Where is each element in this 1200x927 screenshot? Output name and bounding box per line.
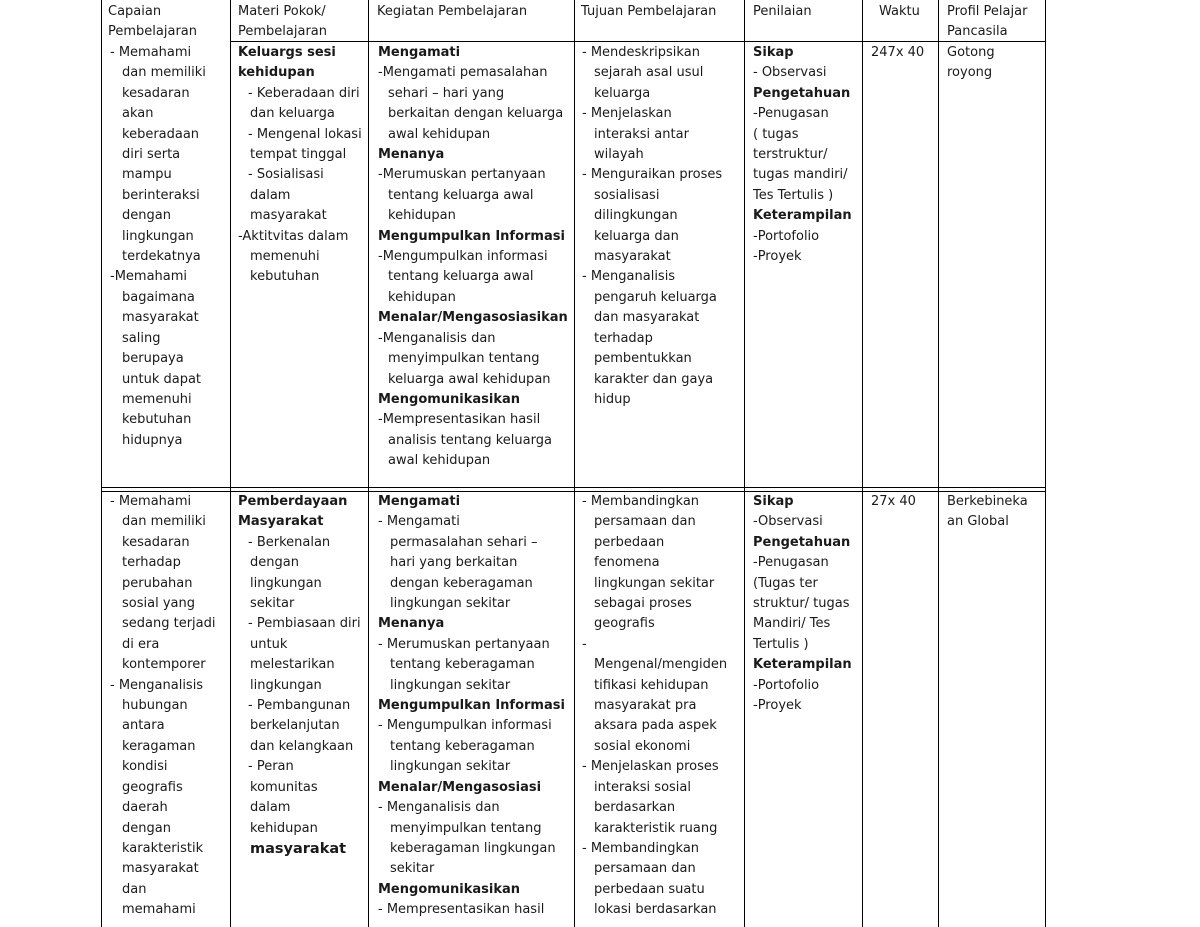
cell-line: Menanya <box>378 147 445 163</box>
cell-line: Pemberdayaan <box>238 494 348 509</box>
header-divider <box>230 41 1046 42</box>
cell-line: dan keluarga <box>250 106 335 122</box>
cell-line: - Menganalisis <box>582 269 676 285</box>
cell-line: tentang keluarga awal <box>388 269 534 285</box>
cell-line: - Observasi <box>753 65 827 81</box>
cell-line: sebagai proses <box>594 596 692 612</box>
cell-line: - Menguraikan proses <box>582 167 723 183</box>
cell-line: perbedaan suatu <box>594 881 705 897</box>
cell-line: menyimpulkan tentang <box>390 820 542 836</box>
cell-line: Mengumpulkan Informasi <box>378 228 565 244</box>
cell-line: terhadap <box>594 330 653 346</box>
cell-line: lingkungan <box>122 228 194 244</box>
cell-line: untuk dapat <box>122 371 202 387</box>
cell-line: -Mengumpulkan informasi <box>378 249 548 265</box>
cell-line: memahami <box>122 902 196 918</box>
cell-line: Pengetahuan <box>753 534 851 550</box>
cell-line: tempat tinggal <box>250 147 347 163</box>
cell-line: Mandiri/ Tes <box>753 616 831 632</box>
cell-line: sejarah asal usul <box>594 65 704 81</box>
column-divider <box>230 0 231 927</box>
cell-line: berdasarkan <box>594 800 676 816</box>
cell-line: lingkungan sekitar <box>594 575 715 591</box>
cell-line: Mengamati <box>378 494 461 509</box>
cell-line: masyarakat <box>594 249 671 265</box>
cell-line: kebutuhan <box>250 269 320 285</box>
cell-line: karakteristik ruang <box>594 820 718 836</box>
cell-line: - Membandingkan <box>582 840 700 856</box>
cell-line: dengan keberagaman <box>390 575 533 591</box>
cell-line: dan memiliki <box>122 65 206 81</box>
header-profil <box>947 2 1027 43</box>
cell-line: permasalahan sehari – <box>390 534 538 550</box>
cell-line: keragaman <box>122 738 196 754</box>
cell-line: dilingkungan <box>594 208 678 224</box>
cell-line: struktur/ tugas <box>753 596 850 612</box>
cell-line: hubungan <box>122 698 188 714</box>
cell-line: persamaan dan <box>594 861 696 877</box>
cell-line: Masyarakat <box>238 514 324 530</box>
cell-line: Pembelajaran <box>108 24 197 40</box>
cell-line: kehidupan <box>250 820 318 836</box>
cell-line: 27x 40 <box>871 494 916 509</box>
cell-line: Keterampilan <box>753 657 852 673</box>
row-divider <box>101 487 1046 488</box>
row2-waktu <box>871 492 916 512</box>
cell-line: - Mengamati <box>378 514 460 530</box>
cell-line: - Peran <box>248 759 294 775</box>
cell-line: -Penugasan <box>753 555 829 571</box>
cell-line: antara <box>122 718 165 734</box>
cell-line: Menalar/Mengasosiasikan <box>378 310 568 326</box>
cell-line: - Memahami <box>110 45 192 60</box>
header-tujuan <box>581 2 716 22</box>
cell-line: tifikasi kehidupan <box>594 677 709 693</box>
cell-line: Profil Pelajar <box>947 4 1028 19</box>
cell-line: sedang terjadi <box>122 616 216 632</box>
cell-line: mampu <box>122 167 172 183</box>
cell-line: fenomena <box>594 555 660 571</box>
cell-line: analisis tentang keluarga <box>388 432 552 448</box>
cell-line: - Menganalisis dan <box>378 800 500 816</box>
cell-line: Sikap <box>753 494 794 509</box>
cell-line: karakteristik <box>122 840 204 856</box>
cell-line: terhadap <box>122 555 181 571</box>
column-divider <box>574 0 575 927</box>
cell-line: lingkungan sekitar <box>390 677 511 693</box>
row1-capaian <box>110 43 206 451</box>
cell-line: Berkebineka <box>947 494 1028 509</box>
column-divider <box>938 0 939 927</box>
header-waktu <box>879 2 920 22</box>
cell-line: dan memiliki <box>122 514 206 530</box>
cell-line: Pengetahuan <box>753 85 851 101</box>
cell-line: lingkungan <box>250 677 322 693</box>
cell-line: berkelanjutan <box>250 718 340 734</box>
cell-line: -Mempresentasikan hasil <box>378 412 541 428</box>
row2-kegiatan <box>378 492 565 921</box>
cell-line: keluarga <box>594 85 651 101</box>
cell-line: persamaan dan <box>594 514 696 530</box>
cell-line: dan masyarakat <box>594 310 700 326</box>
cell-line: awal kehidupan <box>388 126 491 142</box>
cell-line: Mengumpulkan Informasi <box>378 698 565 714</box>
cell-line: tugas mandiri/ <box>753 167 848 183</box>
cell-line: keberadaan <box>122 126 200 142</box>
cell-line: perbedaan <box>594 534 665 550</box>
cell-line: dengan <box>122 208 171 224</box>
cell-line: interaksi antar <box>594 126 689 142</box>
cell-line: Mengomunikasikan <box>378 391 521 407</box>
column-divider <box>862 0 863 927</box>
row1-tujuan <box>582 43 722 410</box>
cell-line: Kegiatan Pembelajaran <box>377 4 528 19</box>
cell-line: terstruktur/ <box>753 147 828 163</box>
cell-line: - Sosialisasi <box>248 167 324 183</box>
cell-line: Waktu <box>879 4 920 19</box>
cell-line: ( tugas <box>753 126 799 142</box>
cell-line: Gotong <box>947 45 995 60</box>
cell-line: tentang keluarga awal <box>388 187 534 203</box>
cell-line: lokasi berdasarkan <box>594 902 717 918</box>
cell-line: keluarga awal kehidupan <box>388 371 551 387</box>
cell-line: sekitar <box>390 861 435 877</box>
cell-line: masyarakat <box>122 310 199 326</box>
cell-line: -Merumuskan pertanyaan <box>378 167 546 183</box>
cell-line: Mengomunikasikan <box>378 881 521 897</box>
cell-line: keluarga dan <box>594 228 679 244</box>
cell-line: hidupnya <box>122 432 183 448</box>
cell-line: awal kehidupan <box>388 453 491 469</box>
cell-line: dan <box>122 881 147 897</box>
cell-line: an Global <box>947 514 1009 530</box>
cell-line: masyarakat pra <box>594 698 697 714</box>
cell-line: kontemporer <box>122 657 206 673</box>
cell-line: berinteraksi <box>122 187 200 203</box>
cell-line: dengan <box>250 555 299 571</box>
cell-line: -Observasi <box>753 514 823 530</box>
row1-kegiatan <box>378 43 568 472</box>
cell-line: tentang keberagaman <box>390 738 535 754</box>
cell-line: Penilaian <box>753 4 812 19</box>
cell-line: aksara pada aspek <box>594 718 717 734</box>
cell-line: - Menjelaskan <box>582 106 672 122</box>
cell-line: perubahan <box>122 575 193 591</box>
cell-line: dengan <box>122 820 171 836</box>
cell-line: - Menjelaskan proses <box>582 759 719 775</box>
header-materi <box>238 2 327 43</box>
header-penilaian <box>753 2 812 22</box>
cell-line: interaksi sosial <box>594 779 691 795</box>
cell-line: Tertulis ) <box>753 636 809 652</box>
cell-line: royong <box>947 65 993 81</box>
cell-line: -Portofolio <box>753 677 820 693</box>
row2-profil <box>947 492 1028 533</box>
cell-line: hidup <box>594 391 631 407</box>
header-capaian <box>108 2 197 43</box>
cell-line: - Pembiasaan diri <box>248 616 361 632</box>
table-border-left <box>101 0 102 927</box>
cell-line: lingkungan sekitar <box>390 596 511 612</box>
row2-materi <box>238 492 361 859</box>
cell-line: memenuhi <box>122 391 192 407</box>
cell-line: menyimpulkan tentang <box>388 351 540 367</box>
cell-line: - <box>582 636 587 652</box>
cell-line: - Menganalisis <box>110 677 204 693</box>
cell-line: terdekatnya <box>122 249 201 265</box>
cell-line: kesadaran <box>122 85 190 101</box>
cell-line: Pembelajaran <box>238 24 327 40</box>
cell-line: di era <box>122 636 160 652</box>
cell-line: melestarikan <box>250 657 335 673</box>
cell-line: kehidupan <box>238 65 315 81</box>
cell-line: Capaian <box>108 4 162 19</box>
cell-line: Keluargs sesi <box>238 45 336 60</box>
cell-line: berkaitan dengan keluarga <box>388 106 564 122</box>
cell-line: kebutuhan <box>122 412 192 428</box>
cell-line: - Membandingkan <box>582 494 700 509</box>
cell-line: Mengenal/mengiden <box>594 657 728 673</box>
cell-line: masyarakat <box>250 840 347 857</box>
cell-line: hari yang berkaitan <box>390 555 518 571</box>
cell-line: wilayah <box>594 147 644 163</box>
cell-line: dalam <box>250 800 291 816</box>
cell-line: sehari – hari yang <box>388 85 505 101</box>
cell-line: sosial yang <box>122 596 195 612</box>
cell-line: - Mengumpulkan informasi <box>378 718 552 734</box>
cell-line: Menanya <box>378 616 445 632</box>
cell-line: Tes Tertulis ) <box>753 187 834 203</box>
cell-line: sekitar <box>250 596 295 612</box>
cell-line: Tujuan Pembelajaran <box>581 4 717 19</box>
cell-line: komunitas <box>250 779 318 795</box>
cell-line: -Penugasan <box>753 106 829 122</box>
cell-line: lingkungan <box>250 575 322 591</box>
row1-penilaian <box>753 43 852 267</box>
cell-line: dalam <box>250 187 291 203</box>
cell-line: -Proyek <box>753 249 802 265</box>
cell-line: kondisi <box>122 759 168 775</box>
cell-line: Sikap <box>753 45 794 60</box>
cell-line: - Pembangunan <box>248 698 351 714</box>
cell-line: -Aktitvitas dalam <box>238 228 349 244</box>
cell-line: pengaruh keluarga <box>594 289 717 305</box>
cell-line: -Memahami <box>110 269 188 285</box>
cell-line: masyarakat <box>122 861 199 877</box>
cell-line: - Berkenalan <box>248 534 331 550</box>
cell-line: untuk <box>250 636 288 652</box>
cell-line: keberagaman lingkungan <box>390 840 556 856</box>
row1-profil <box>947 43 995 84</box>
cell-line: Menalar/Mengasosiasi <box>378 779 542 795</box>
cell-line: kesadaran <box>122 534 190 550</box>
cell-line: Keterampilan <box>753 208 852 224</box>
cell-line: - Memahami <box>110 494 192 509</box>
cell-line: -Menganalisis dan <box>378 330 496 346</box>
cell-line: -Proyek <box>753 698 802 714</box>
header-kegiatan <box>377 2 527 22</box>
cell-line: sosialisasi <box>594 187 660 203</box>
row2-penilaian <box>753 492 852 716</box>
cell-line: memenuhi <box>250 249 320 265</box>
column-divider <box>744 0 745 927</box>
row2-capaian <box>110 492 216 921</box>
cell-line: pembentukkan <box>594 351 692 367</box>
cell-line: Pancasila <box>947 24 1008 40</box>
cell-line: Materi Pokok/ <box>238 4 326 19</box>
cell-line: geografis <box>122 779 183 795</box>
cell-line: (Tugas ter <box>753 575 818 591</box>
cell-line: karakter dan gaya <box>594 371 714 387</box>
cell-line: akan <box>122 106 154 122</box>
row1-materi <box>238 43 362 288</box>
cell-line: daerah <box>122 800 168 816</box>
cell-line: kehidupan <box>388 289 456 305</box>
cell-line: - Keberadaan diri <box>248 85 360 101</box>
cell-line: 247x 40 <box>871 45 925 60</box>
column-divider <box>368 0 369 927</box>
row2-tujuan <box>582 492 727 921</box>
cell-line: -Portofolio <box>753 228 820 244</box>
table-border-right <box>1045 0 1046 927</box>
cell-line: Mengamati <box>378 45 461 60</box>
cell-line: dan kelangkaan <box>250 738 354 754</box>
cell-line: tentang keberagaman <box>390 657 535 673</box>
cell-line: -Mengamati pemasalahan <box>378 65 548 81</box>
cell-line: - Mempresentasikan hasil <box>378 902 545 918</box>
row1-waktu <box>871 43 924 63</box>
cell-line: saling <box>122 330 161 346</box>
cell-line: - Mendeskripsikan <box>582 45 700 60</box>
cell-line: berupaya <box>122 351 184 367</box>
cell-line: masyarakat <box>250 208 327 224</box>
cell-line: kehidupan <box>388 208 456 224</box>
cell-line: - Merumuskan pertanyaan <box>378 636 550 652</box>
cell-line: diri serta <box>122 147 181 163</box>
cell-line: sosial ekonomi <box>594 738 691 754</box>
cell-line: bagaimana <box>122 289 195 305</box>
cell-line: lingkungan sekitar <box>390 759 511 775</box>
cell-line: - Mengenal lokasi <box>248 126 362 142</box>
cell-line: geografis <box>594 616 655 632</box>
